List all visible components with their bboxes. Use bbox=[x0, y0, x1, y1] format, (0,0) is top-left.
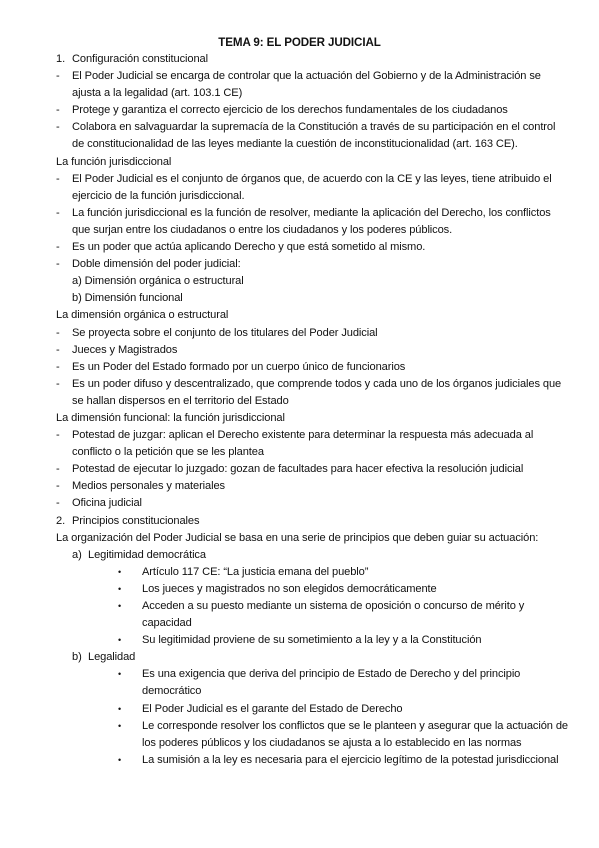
bullet-item bbox=[56, 718, 568, 752]
section-heading-text: Principios constitucionales bbox=[72, 514, 200, 527]
bullet-marker: • bbox=[118, 635, 122, 646]
list-item bbox=[56, 102, 568, 119]
dash-marker: - bbox=[56, 360, 60, 373]
list-item-text: Medios personales y materiales bbox=[72, 480, 226, 493]
principle-marker: a) bbox=[72, 548, 82, 561]
list-item bbox=[56, 342, 568, 359]
bullet-marker: • bbox=[118, 601, 122, 611]
dash-marker: - bbox=[56, 241, 60, 254]
subheading-funcion: La función jurisdiccional bbox=[56, 155, 172, 168]
dash-marker: - bbox=[56, 206, 60, 219]
bullet-marker: • bbox=[118, 703, 122, 714]
bullet-text: El Poder Judicial es el garante del Estado de Derecho bbox=[142, 702, 403, 715]
sub-list-item-text: b) Dimensión funcional bbox=[72, 292, 183, 305]
dash-marker: - bbox=[56, 104, 60, 117]
dash-marker: - bbox=[56, 497, 60, 510]
bullet-text: La sumisión a la ley es necesaria para el ejercicio legítimo de la potestad jurisdiccional bbox=[142, 753, 559, 766]
list-item bbox=[56, 495, 568, 512]
dash-marker: - bbox=[56, 429, 60, 442]
dash-marker: - bbox=[56, 377, 60, 390]
document-title: TEMA 9: EL PODER JUDICIAL bbox=[218, 36, 381, 49]
bullet-marker: • bbox=[118, 669, 122, 680]
list-item bbox=[56, 119, 568, 153]
bullet-text: Es una exigencia que deriva del principio de Estado de Derecho y del principio democrático bbox=[142, 668, 521, 698]
sub-list-item bbox=[56, 290, 568, 307]
section-heading-text: Configuración constitucional bbox=[72, 53, 208, 65]
list-item bbox=[56, 68, 568, 102]
dash-marker: - bbox=[56, 121, 60, 134]
dash-marker: - bbox=[56, 172, 60, 185]
list-item-text: Jueces y Magistrados bbox=[72, 343, 178, 356]
section-number: 1. bbox=[56, 53, 66, 65]
section-number: 2. bbox=[56, 514, 66, 527]
bullet-item bbox=[56, 701, 568, 718]
section-intro: La organización del Poder Judicial se basa en una serie de principios que deben guiar su actuación: bbox=[56, 531, 539, 544]
bullet-text: Le corresponde resolver los conflictos que se le planteen y asegurar que la actuación de los poderes públicos y los ciudadanos se ajusta a lo establecido en las normas bbox=[142, 719, 568, 749]
bullet-item bbox=[56, 581, 568, 598]
dash-marker: - bbox=[56, 70, 60, 83]
subheading-organica: La dimensión orgánica o estructural bbox=[56, 309, 229, 322]
bullet-text: Su legitimidad proviene de su sometimiento a la ley y a la Constitución bbox=[142, 634, 482, 647]
principle-item bbox=[56, 547, 568, 564]
list-item-text: Es un Poder del Estado formado por un cuerpo único de funcionarios bbox=[72, 360, 406, 373]
dash-marker: - bbox=[56, 343, 60, 356]
bullet-item bbox=[56, 598, 568, 632]
list-item-text: El Poder Judicial se encarga de controlar que la actuación del Gobierno y de la Administración se ajusta a la legalidad (art. 103.1 CE) bbox=[72, 70, 541, 100]
list-item bbox=[56, 461, 568, 478]
bullet-marker: • bbox=[118, 566, 122, 577]
bullet-text: Acceden a su puesto mediante un sistema de oposición o concurso de mérito y capacidad bbox=[142, 600, 525, 630]
bullet-text: Artículo 117 CE: “La justicia emana del pueblo” bbox=[142, 565, 369, 578]
list-item bbox=[56, 376, 568, 410]
dash-marker: - bbox=[56, 258, 60, 271]
section-2-heading bbox=[56, 513, 568, 530]
list-item-text: Doble dimensión del poder judicial: bbox=[72, 258, 241, 271]
sub-list-item-text: a) Dimensión orgánica o estructural bbox=[72, 275, 244, 288]
list-item-text: Es un poder que actúa aplicando Derecho y que está sometido al mismo. bbox=[72, 241, 426, 254]
subheading-funcional: La dimensión funcional: la función jurisdiccional bbox=[56, 411, 285, 424]
bullet-item bbox=[56, 752, 568, 769]
bullet-item bbox=[56, 666, 568, 700]
principle-label: Legitimidad democrática bbox=[88, 548, 206, 561]
list-item-text: Potestad de ejecutar lo juzgado: gozan de facultades para hacer efectiva la resolución judicial bbox=[72, 463, 524, 476]
list-item bbox=[56, 478, 568, 495]
bullet-marker: • bbox=[118, 720, 122, 731]
section-1-heading bbox=[56, 51, 568, 68]
list-item bbox=[56, 427, 568, 461]
list-item bbox=[56, 359, 568, 376]
list-item-text: Se proyecta sobre el conjunto de los titulares del Poder Judicial bbox=[72, 326, 378, 339]
principle-label: Legalidad bbox=[88, 651, 136, 664]
bullet-text: Los jueces y magistrados no son elegidos democráticamente bbox=[142, 582, 437, 595]
list-item-text: El Poder Judicial es el conjunto de órganos que, de acuerdo con la CE y las leyes, tiene atribuido el ejercicio de la función jurisdiccional. bbox=[72, 172, 552, 202]
principle-marker: b) bbox=[72, 651, 82, 664]
dash-marker: - bbox=[56, 463, 60, 476]
principle-item bbox=[56, 649, 568, 666]
list-item-text: Es un poder difuso y descentralizado, que comprende todos y cada uno de los órganos judiciales que se hallan dispersos en el territorio del Estado bbox=[72, 377, 562, 407]
bullet-item bbox=[56, 632, 568, 649]
list-item-text: Colabora en salvaguardar la supremacía de la Constitución a través de su participación en el control de constitucionalidad de las leyes mediante la cuestión de inconstitucionalidad (art. 163 CE). bbox=[72, 121, 556, 151]
document-body bbox=[56, 51, 568, 769]
list-item-text: Potestad de juzgar: aplican el Derecho existente para determinar la respuesta más adecuada al conflicto o la petición que se les plantea bbox=[72, 429, 534, 459]
list-item bbox=[56, 256, 568, 273]
sub-list-item bbox=[56, 273, 568, 290]
bullet-marker: • bbox=[118, 583, 122, 594]
list-item bbox=[56, 325, 568, 342]
list-item bbox=[56, 171, 568, 205]
list-item-text: La función jurisdiccional es la función de resolver, mediante la aplicación del Derecho, los conflictos que surjan entre los ciudadanos o entre los ciudadanos y los poderes públicos. bbox=[72, 206, 551, 236]
dash-marker: - bbox=[56, 480, 60, 493]
list-item-text: Protege y garantiza el correcto ejercicio de los derechos fundamentales de los ciudadanos bbox=[72, 104, 508, 117]
list-item-text: Oficina judicial bbox=[72, 497, 142, 510]
dash-marker: - bbox=[56, 326, 60, 339]
bullet-marker: • bbox=[118, 754, 122, 765]
list-item bbox=[56, 239, 568, 256]
list-item bbox=[56, 205, 568, 239]
bullet-item bbox=[56, 564, 568, 581]
